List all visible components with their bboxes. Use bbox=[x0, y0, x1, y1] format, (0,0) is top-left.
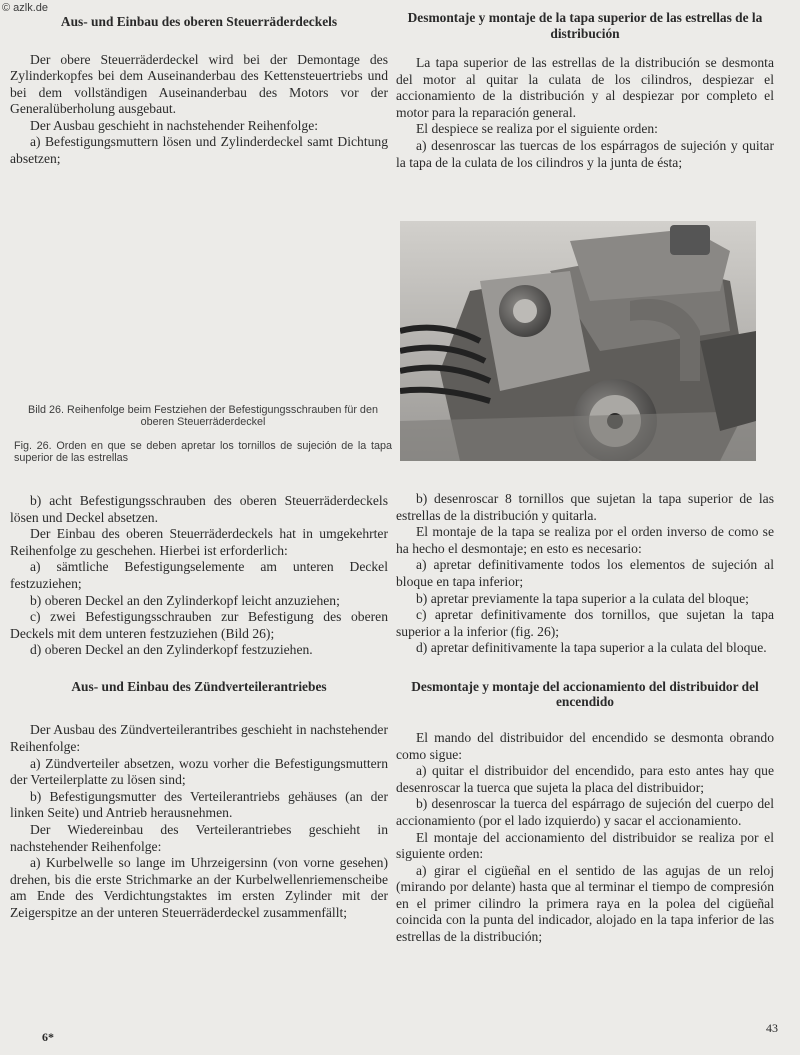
paragraph: El despiece se realiza por el siguiente orden: bbox=[416, 121, 658, 137]
paragraph: b) apretar previamente la tapa superior a la culata del bloque; bbox=[416, 590, 749, 606]
paragraph: a) Befestigungsmuttern lösen und Zylinderdeckel samt Dichtung absetzen; bbox=[10, 134, 388, 167]
paragraph: a) Kurbelwelle so lange im Uhrzeigersinn (von vorne gesehen) drehen, bis die erste Strichmarke an der Kurbelwellenriemenscheibe am Ende des Verdichtungstaktes im ersten Zylinder mit der Zeigerspitze an der unteren Steuerräderdeckel zusammenfällt; bbox=[10, 855, 388, 920]
paragraph: a) Zündverteiler absetzen, wozu vorher die Befestigungsmuttern der Verteilerplatte zu lösen sind; bbox=[10, 755, 388, 788]
page-number-left: 6* bbox=[42, 1030, 54, 1044]
section-title-es-2: Desmontaje y montaje del accionamiento del distribuidor del encendido bbox=[411, 678, 759, 710]
paragraph: Der Ausbau geschieht in nachstehender Reihenfolge: bbox=[30, 117, 319, 133]
engine-illustration bbox=[400, 221, 756, 461]
section-title-de-1: Aus- und Einbau des oberen Steuerräderdeckels bbox=[60, 14, 338, 29]
paragraph: Der Ausbau des Zündverteilerantribes geschieht in nachstehender Reihenfolge: bbox=[10, 722, 388, 755]
paragraph: b) oberen Deckel an den Zylinderkopf leicht anzuziehen; bbox=[30, 592, 340, 608]
left-bottom-section bbox=[10, 493, 388, 922]
paragraph: b) acht Befestigungsschrauben des oberen Steuerräderdeckels lösen und Deckel absetzen. bbox=[10, 493, 388, 525]
paragraph: b) Befestigungsmutter des Verteilerantriebs gehäuses (an der linken Seite) und Antrieb herausnehmen. bbox=[10, 788, 388, 821]
paragraph: El montaje de la tapa se realiza por el orden inverso de como se ha hecho el desmontaje; en esto es necesario: bbox=[396, 524, 774, 556]
right-bottom-section bbox=[396, 491, 774, 946]
paragraph: a) quitar el distribuidor del encendido, para esto antes hay que desenroscar la tuerca que sujeta la placa del distribuidor; bbox=[396, 763, 774, 795]
paragraph: c) zwei Befestigungsschrauben zur Befestigung des oberen Deckels mit dem unteren festzuziehen (Bild 26); bbox=[10, 609, 388, 641]
paragraph: Der obere Steuerräderdeckel wird bei der Demontage des Zylinderkopfes bei dem Auseinanderbau des Kettensteuertriebs und bei dem vollständigen Auseinanderbau des Motors vor der Generalüberholung ausgebaut. bbox=[10, 51, 388, 117]
paragraph: La tapa superior de las estrellas de la distribución se desmonta del motor al quitar la culata de los cilindros, despiezar el accionamiento de la distribución y al despiezar por completo el motor para la reparación general. bbox=[396, 55, 774, 120]
figure-caption-es: Fig. 26. Orden en que se deben apretar los tornillos de sujeción de la tapa superior de las estrellas bbox=[14, 440, 392, 464]
paragraph: a) desenroscar las tuercas de los espárragos de sujeción y quitar la tapa de la culata de los cilindros y la junta de ésta; bbox=[396, 137, 774, 170]
paragraph: b) desenroscar 8 tornillos que sujetan la tapa superior de las estrellas de la distribución y quitarla. bbox=[396, 491, 774, 523]
paragraph: Der Wiedereinbau des Verteilerantriebes geschieht in nachstehender Reihenfolge: bbox=[10, 822, 388, 854]
paragraph: El montaje del accionamiento del distribuidor se realiza por el siguiente orden: bbox=[396, 829, 774, 862]
paragraph: a) girar el cigüeñal en el sentido de las agujas de un reloj (mirando por delante) hasta que al terminar el tiempo de compresión en el primer cilindro la primera raya en la polea del cigüeñal coincida con la punta del indicador, alojado en la tapa inferior de las estrellas de la distribución; bbox=[396, 862, 774, 945]
paragraph: d) oberen Deckel an den Zylinderkopf festzuziehen. bbox=[30, 642, 313, 658]
paragraph: d) apretar definitivamente la tapa superior a la culata del bloque. bbox=[416, 640, 767, 656]
section-title-es-1: Desmontaje y montaje de la tapa superior de las estrellas de la distribución bbox=[407, 10, 763, 41]
paragraph: b) desenroscar la tuerca del espárrago de sujeción del cuerpo del accionamiento (por el lado izquierdo) y sacar el accionamiento. bbox=[396, 796, 774, 828]
paragraph: a) sämtliche Befestigungselemente am unteren Deckel festzuziehen; bbox=[10, 559, 388, 591]
section-title-de-2: Aus- und Einbau des Zündverteilerantriebes bbox=[71, 678, 327, 694]
watermark: © azlk.de bbox=[2, 2, 49, 14]
paragraph: c) apretar definitivamente dos tornillos, que sujetan la tapa superior a la inferior (fig. 26); bbox=[396, 607, 774, 639]
paragraph: Der Einbau des oberen Steuerräderdeckels hat in umgekehrter Reihenfolge zu geschehen. Hierbei ist erforderlich: bbox=[10, 526, 388, 558]
right-top-section bbox=[396, 10, 774, 171]
page-number-right: 43 bbox=[766, 1021, 778, 1035]
engine-photo bbox=[400, 221, 756, 461]
paragraph: a) apretar definitivamente todos los elementos de sujeción al bloque en tapa inferior; bbox=[396, 557, 774, 589]
paragraph: El mando del distribuidor del encendido se desmonta obrando como sigue: bbox=[396, 729, 774, 762]
figure-caption-de: Bild 26. Reihenfolge beim Festziehen der Befestigungsschrauben für den oberen Steuerräderdeckel bbox=[28, 404, 378, 428]
left-top-section bbox=[10, 14, 388, 168]
